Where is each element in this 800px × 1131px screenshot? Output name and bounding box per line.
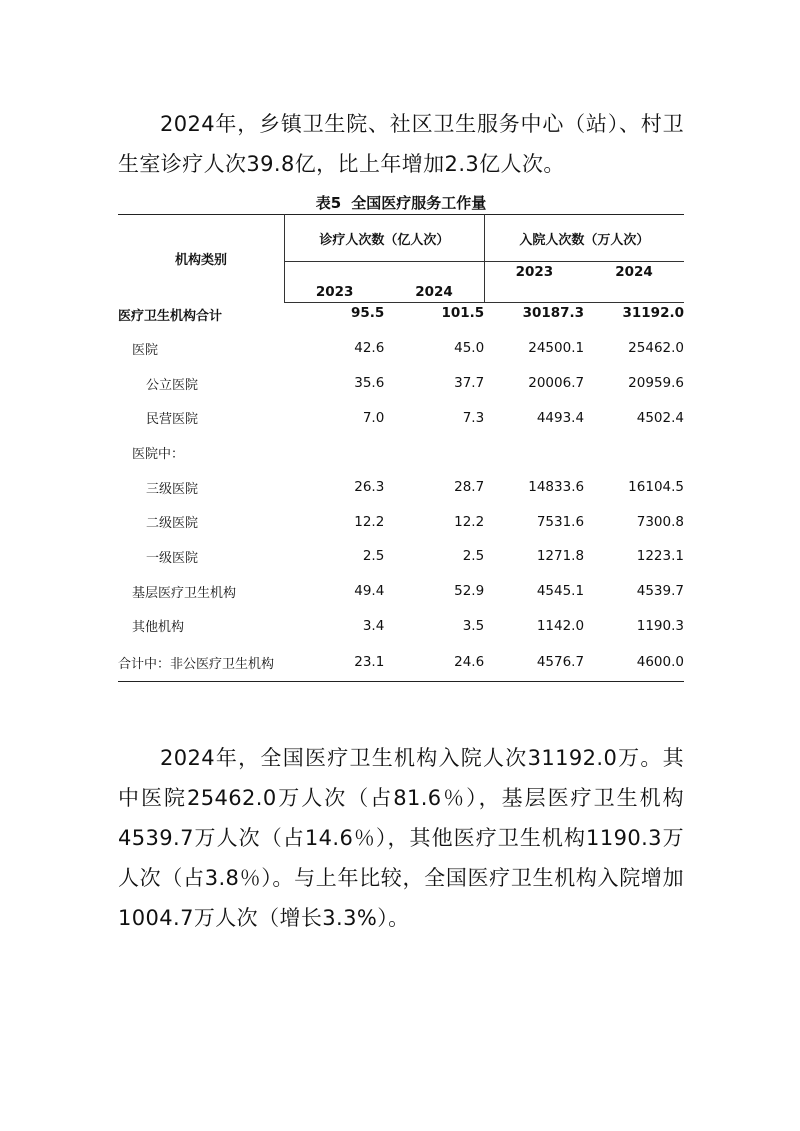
cell-value: 20006.7 [528, 375, 585, 392]
cell-value: 4545.1 [536, 583, 585, 600]
header-admissions: 入院人次数（万人次） [484, 215, 684, 262]
cell-value: 35.6 [354, 375, 385, 392]
cell-value: 42.6 [354, 340, 385, 357]
table-number: 表5 [315, 194, 342, 212]
header-visits: 诊疗人次数（亿人次） [284, 215, 484, 262]
header-year: 2023 [484, 262, 584, 303]
table-row [118, 366, 684, 401]
cell-value: 30187.3 [522, 305, 585, 321]
cell-value: 7.0 [362, 409, 385, 426]
row-label: 合计中：非公医疗卫生机构 [118, 643, 284, 682]
cell-value [284, 435, 384, 470]
cell-value: 4600.0 [584, 643, 684, 682]
cell-value: 101.5 [441, 305, 485, 321]
table-row [118, 400, 684, 435]
cell-value: 7531.6 [536, 513, 585, 530]
cell-value: 52.9 [454, 583, 485, 600]
cell-value: 12.2 [354, 513, 385, 530]
row-label: 二级医院 [146, 516, 199, 532]
cell-value: 31192.0 [622, 305, 684, 321]
header-year: 2024 [584, 262, 684, 303]
cell-value: 12.2 [454, 513, 485, 530]
cell-value: 3.4 [362, 617, 385, 634]
cell-value: 4493.4 [536, 409, 585, 426]
header-year: 2023 [284, 262, 384, 303]
row-label: 医院 [132, 342, 159, 358]
row-label: 民营医院 [146, 412, 199, 428]
table-title: 全国医疗服务工作量 [351, 194, 487, 212]
row-label: 公立医院 [146, 377, 199, 393]
row-label: 医院中： [132, 446, 185, 462]
row-label: 一级医院 [146, 550, 199, 566]
cell-value: 4539.7 [636, 583, 684, 600]
intro-paragraph: 2024年，乡镇卫生院、社区卫生服务中心（站）、村卫生室诊疗人次39.8亿，比上年增加2.3亿人次。 [118, 112, 684, 176]
row-label: 三级医院 [146, 481, 199, 497]
cell-value: 45.0 [454, 340, 485, 357]
cell-value: 14833.6 [528, 479, 585, 496]
cell-value: 26.3 [354, 479, 385, 496]
table-row [118, 574, 684, 609]
cell-value: 4502.4 [636, 409, 684, 426]
cell-value: 1142.0 [536, 617, 585, 634]
cell-value: 1223.1 [636, 548, 684, 565]
row-label: 基层医疗卫生机构 [132, 585, 237, 601]
cell-value: 25462.0 [628, 340, 684, 357]
table-row [118, 470, 684, 505]
cell-value: 1190.3 [636, 617, 684, 634]
cell-value: 3.5 [462, 617, 485, 634]
cell-value: 28.7 [454, 479, 485, 496]
cell-value [484, 435, 584, 470]
cell-value: 4576.7 [484, 643, 584, 682]
table-caption [118, 192, 684, 213]
row-label: 其他机构 [132, 620, 185, 636]
cell-value: 95.5 [351, 305, 385, 321]
row-label: 医疗卫生机构合计 [118, 308, 223, 324]
medical-service-workload-table [118, 214, 684, 682]
table-row [118, 643, 684, 682]
table-row [118, 331, 684, 366]
cell-value: 23.1 [284, 643, 384, 682]
cell-value: 20959.6 [628, 375, 684, 392]
cell-value: 24500.1 [528, 340, 585, 357]
table-row [118, 435, 684, 470]
header-category: 机构类别 [118, 215, 284, 303]
cell-value: 49.4 [354, 583, 385, 600]
cell-value: 2.5 [362, 548, 385, 565]
cell-value: 2.5 [462, 548, 485, 565]
cell-value: 7.3 [462, 409, 485, 426]
cell-value: 7300.8 [636, 513, 684, 530]
header-year: 2024 [384, 262, 484, 303]
cell-value: 24.6 [384, 643, 484, 682]
cell-value: 1271.8 [536, 548, 585, 565]
table-row [118, 609, 684, 644]
table-row [118, 504, 684, 539]
cell-value: 16104.5 [628, 479, 684, 496]
cell-value [584, 435, 684, 470]
admissions-paragraph: 2024年，全国医疗卫生机构入院人次31192.0万。其中医院25462.0万人次（占81.6％），基层医疗卫生机构4539.7万人次（占14.6％），其他医疗卫生机构1190.3万人次（占3.8％）。与上年比较，全国医疗卫生机构入院增加1004.7万人次（增长3.3%）。 [118, 746, 684, 930]
cell-value [384, 435, 484, 470]
cell-value: 37.7 [454, 375, 485, 392]
table-row [118, 303, 684, 332]
table-row [118, 539, 684, 574]
